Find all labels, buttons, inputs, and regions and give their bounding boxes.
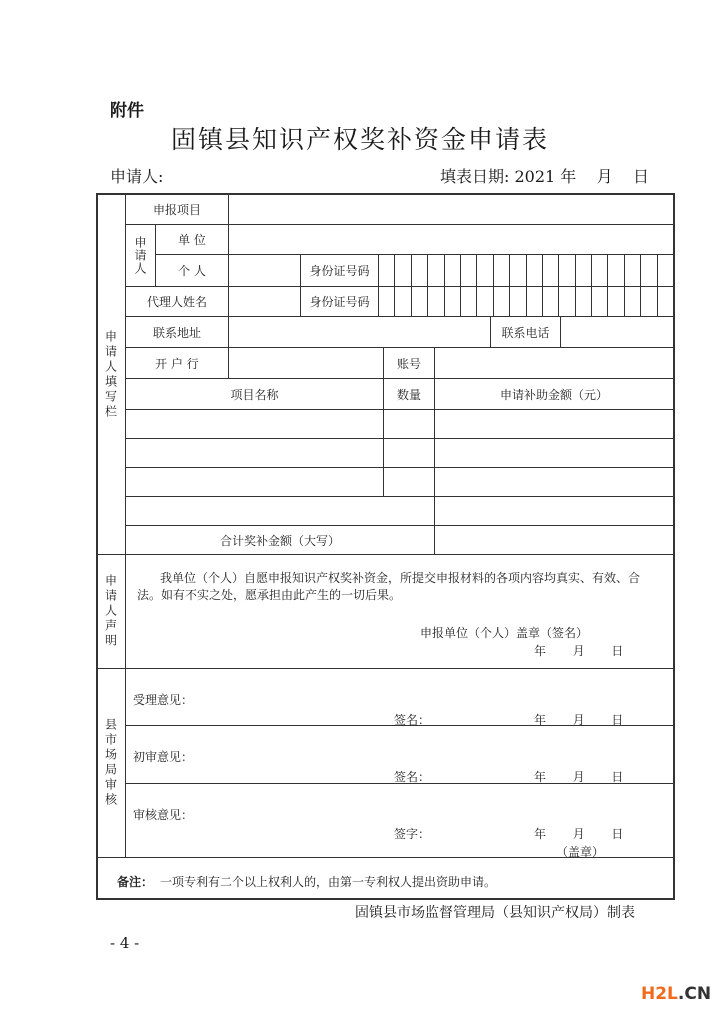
col-header-quantity: 数量	[396, 387, 421, 402]
agent-id-digit-input[interactable]	[592, 287, 607, 316]
applicant-group-label: 申请人	[133, 236, 147, 275]
watermark-logo	[641, 984, 711, 1004]
agent-id-digit-input[interactable]	[641, 287, 656, 316]
individual-id-digit-input[interactable]	[576, 255, 591, 286]
side-label-review: 县市场局审核	[103, 718, 118, 808]
agent-id-digit-input[interactable]	[510, 287, 525, 316]
phone-input[interactable]	[561, 317, 673, 347]
section-line	[96, 554, 675, 555]
individual-id-digit-input[interactable]	[428, 255, 443, 286]
item-name-input[interactable]	[126, 468, 383, 496]
agent-id-digit-input[interactable]	[412, 287, 427, 316]
item-amount-input[interactable]	[435, 468, 673, 496]
fill-date: 填表日期: 2021 年 月 日	[440, 167, 649, 186]
individual-id-digit-input[interactable]	[625, 255, 640, 286]
col-header-amount: 申请补助金额（元）	[499, 387, 608, 402]
individual-id-digit-input[interactable]	[412, 255, 427, 286]
col-header-project-name: 项目名称	[230, 387, 279, 402]
agent-id-digit-input[interactable]	[576, 287, 591, 316]
individual-id-digit-input[interactable]	[559, 255, 574, 286]
item-name-input[interactable]	[126, 497, 383, 525]
unit-label: 单 位	[178, 233, 206, 247]
declaration-stamp-label: 申报单位（个人）盖章（签名）	[420, 626, 589, 640]
form-maker: 固镇县市场监督管理局（县知识产权局）制表	[355, 905, 635, 921]
item-quantity-input[interactable]	[384, 468, 434, 496]
agent-id-digit-input[interactable]	[477, 287, 492, 316]
item-quantity-input[interactable]	[384, 410, 434, 438]
individual-id-digit-input[interactable]	[641, 255, 656, 286]
agent-id-digit-input[interactable]	[608, 287, 623, 316]
final-sign-label: 签字：	[394, 827, 431, 841]
acceptance-opinion-label: 受理意见：	[133, 693, 194, 707]
individual-id-digit-input[interactable]	[608, 255, 623, 286]
agent-id-digit-input[interactable]	[461, 287, 476, 316]
phone-label: 联系电话	[501, 325, 550, 340]
item-quantity-input[interactable]	[384, 497, 434, 525]
agent-id-digit-input[interactable]	[445, 287, 460, 316]
agent-name-label: 代理人姓名	[146, 295, 207, 309]
watermark-part2: .CN	[677, 984, 712, 1004]
item-amount-input[interactable]	[435, 410, 673, 438]
section-line	[96, 668, 675, 669]
agent-id-digit-input[interactable]	[527, 287, 542, 316]
individual-id-label: 身份证号码	[309, 264, 370, 278]
final-date: 年 月 日	[534, 827, 624, 841]
agent-id-digit-input[interactable]	[543, 287, 558, 316]
individual-id-digit-input[interactable]	[445, 255, 460, 286]
agent-id-digit-input[interactable]	[494, 287, 509, 316]
item-name-input[interactable]	[126, 410, 383, 438]
applicant-label: 申请人:	[110, 167, 164, 186]
bank-input[interactable]	[229, 348, 383, 378]
side-label-applicant-fill: 申请人填写栏	[103, 329, 118, 420]
individual-id-digit-input[interactable]	[658, 255, 673, 286]
watermark-part1: H2L	[641, 984, 678, 1004]
individual-id-digit-input[interactable]	[510, 255, 525, 286]
declaration-line-1: 我单位（个人）自愿申报知识产权奖补资金，所提交申报材料的各项内容均真实、有效、合	[160, 571, 641, 585]
acceptance-sign-label: 签名：	[394, 713, 431, 727]
unit-input[interactable]	[229, 225, 673, 254]
acceptance-date: 年 月 日	[534, 713, 624, 727]
form-title: 固镇县知识产权奖补资金申请表	[170, 125, 549, 154]
individual-id-digit-input[interactable]	[395, 255, 410, 286]
agent-id-digit-input[interactable]	[559, 287, 574, 316]
agent-id-digit-input[interactable]	[395, 287, 410, 316]
item-name-input[interactable]	[126, 439, 383, 467]
address-input[interactable]	[229, 317, 490, 347]
item-amount-input[interactable]	[435, 439, 673, 467]
individual-id-digit-input[interactable]	[461, 255, 476, 286]
agent-id-label: 身份证号码	[309, 295, 370, 309]
preliminary-sign-label: 签名：	[394, 770, 431, 784]
side-label-declaration: 申请人声明	[103, 574, 118, 649]
total-amount-input[interactable]	[435, 526, 673, 554]
individual-input[interactable]	[229, 255, 300, 286]
individual-label: 个 人	[178, 264, 206, 278]
table-border-bottom	[96, 898, 675, 900]
account-label: 账号	[396, 356, 421, 371]
account-input[interactable]	[435, 348, 673, 378]
final-opinion-label: 审核意见：	[133, 808, 194, 822]
attachment-label: 附件	[110, 101, 144, 121]
individual-id-digit-input[interactable]	[379, 255, 394, 286]
individual-id-digit-input[interactable]	[527, 255, 542, 286]
agent-id-digit-input[interactable]	[658, 287, 673, 316]
item-amount-input[interactable]	[435, 497, 673, 525]
note-label: 备注：	[117, 875, 154, 889]
declaration-line-2: 法。如有不实之处，愿承担由此产生的一切后果。	[137, 588, 402, 602]
agent-id-digit-input[interactable]	[379, 287, 394, 316]
individual-id-digit-input[interactable]	[543, 255, 558, 286]
item-quantity-input[interactable]	[384, 439, 434, 467]
table-border-right	[673, 193, 675, 900]
declaration-date: 年 月 日	[534, 644, 624, 658]
preliminary-date: 年 月 日	[534, 770, 624, 784]
individual-id-digit-input[interactable]	[494, 255, 509, 286]
project-input[interactable]	[229, 195, 673, 224]
agent-name-input[interactable]	[229, 287, 300, 316]
total-label: 合计奖补金额（大写）	[219, 533, 340, 548]
project-label: 申报项目	[152, 203, 201, 217]
preliminary-opinion-label: 初审意见：	[133, 750, 194, 764]
individual-id-digit-input[interactable]	[477, 255, 492, 286]
address-label: 联系地址	[152, 325, 201, 340]
individual-id-digit-input[interactable]	[592, 255, 607, 286]
final-stamp-label: （盖章）	[556, 845, 605, 859]
note-text: 一项专利有二个以上权利人的，由第一专利权人提出资助申请。	[160, 875, 497, 889]
agent-id-digit-input[interactable]	[625, 287, 640, 316]
bank-label: 开 户 行	[155, 356, 199, 371]
page-number: - 4 -	[110, 934, 140, 952]
agent-id-digit-input[interactable]	[428, 287, 443, 316]
